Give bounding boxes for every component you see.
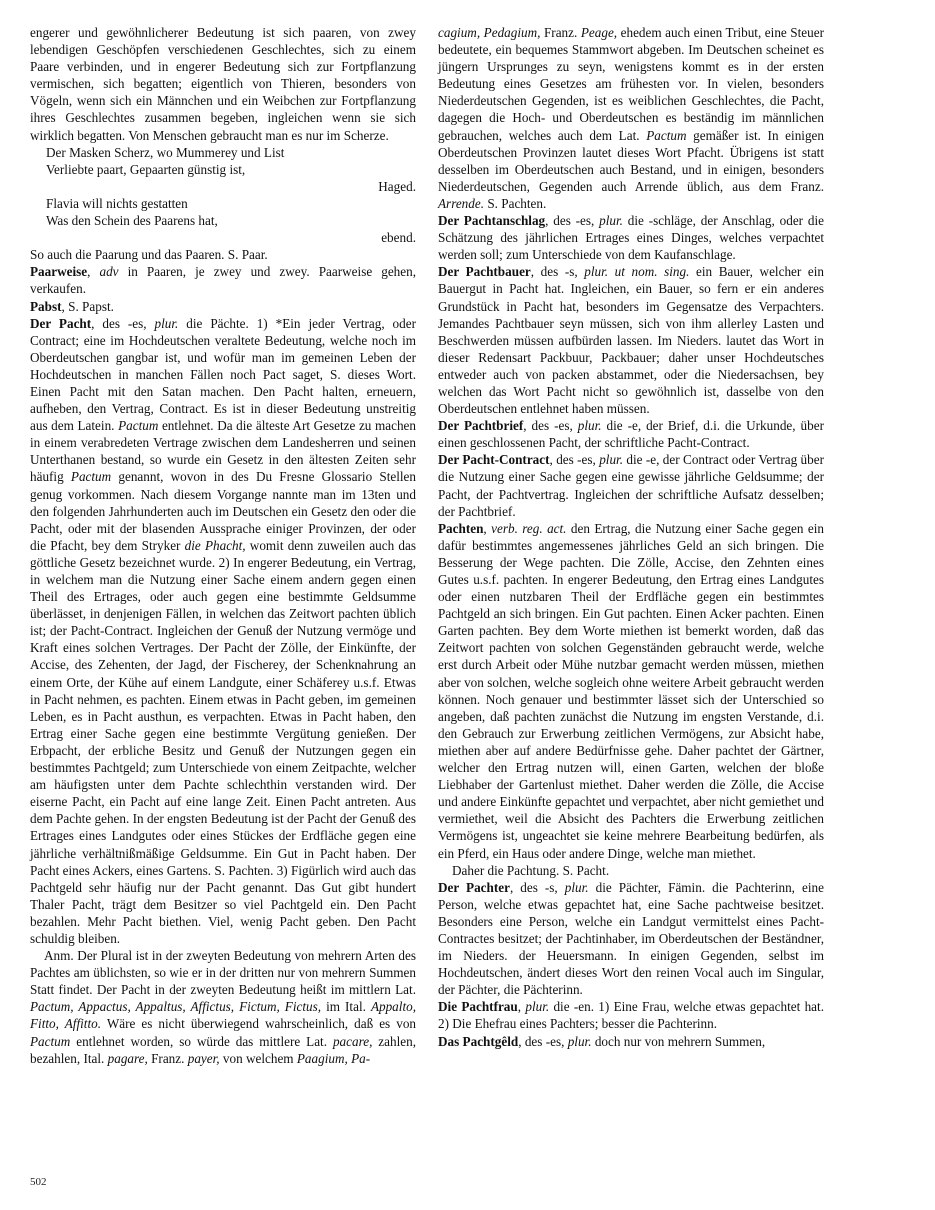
note-text: Franz. — [147, 1050, 188, 1066]
paaren-continuation: engerer und gewöhnlicherer Bedeutung ist sich paaren, von zwey lebendigen Geschöpfen verschiedenen Geschlechtes, sich zu einem Paare verbinden, und in engerer Bedeutung sich zur Fortpflanzung vermischen, sich begatten; eigentlich von Thieren, besonders von Vögeln, wenn sich ein Männchen und ein Weibchen zur Fortpflanzung ihres Geschlechtes zusammen begeben, ingleichen wenn sie sich wirklich begatten. Von Menschen gebraucht man es nur im Scherze. — [30, 25, 416, 143]
verse-source: ebend. — [381, 230, 416, 246]
quoted-term: die Phacht, — [184, 537, 246, 553]
headword: Das Pachtgêld — [438, 1033, 519, 1049]
definition: , des -es, — [91, 315, 155, 331]
entry-pachter — [438, 879, 824, 999]
right-column — [438, 24, 824, 1050]
entry-pabst — [30, 298, 416, 315]
note-text: Franz. — [540, 25, 581, 40]
left-column — [30, 24, 416, 1067]
note-text: gemäßer ist. In einigen Oberdeutschen Provinzen lautet dieses Wort Pfacht. Übrigens ist statt desselben im Oberdeutschen auch Bestand, und in einigen, besonders Niederdeutschen, Gegenden auch Arrende üblich, aus dem Franz. — [438, 127, 824, 194]
latin-term: Pactum — [30, 1033, 71, 1049]
verse-source: Haged. — [378, 178, 416, 194]
page-number: 502 — [30, 1176, 47, 1188]
note-text: von welchem — [219, 1050, 297, 1066]
note-text: entlehnet worden, so würde das mittlere Lat. — [70, 1033, 333, 1049]
entry-pachtfrau — [438, 998, 824, 1032]
grammar-label: plur. — [154, 315, 179, 331]
note-text: zahlen, bezahlen, Ital. — [30, 1033, 416, 1066]
grammar-label: plur. — [525, 999, 550, 1015]
verse-line: Verliebte paart, Gepaarten günstig ist, — [46, 161, 246, 177]
latin-term: pacare, — [332, 1033, 373, 1049]
grammar-label: plur. — [577, 418, 602, 434]
definition: die -en. 1) Eine Frau, welche etwas gepachtet hat. 2) Die Ehefrau eines Pachters; besser die Pachterinn. — [438, 999, 824, 1032]
latin-term: Pactum — [118, 418, 159, 434]
headword: Der Pachter — [438, 879, 510, 895]
grammar-label: plur. ut nom. sing. — [584, 264, 690, 280]
headword: Der Pachtbauer — [438, 264, 531, 280]
definition: , — [483, 520, 492, 536]
grammar-label: plur. — [599, 452, 624, 468]
grammar-label: verb. reg. act. — [491, 520, 567, 536]
note-text: Wäre es nicht überwiegend wahrscheinlich, daß es von — [101, 1016, 417, 1032]
note-text: ehedem auch einen Tribut, eine Steuer bedeutete, ein bequemes Stammwort abgeben. Im Deutschen scheinet es jüngern Ursprunges zu seyn, wenigstens kommt es in der ersten Bedeutung eines Gesetzes am frühesten vor. In vielen, besonders Niederdeutschen Gegenden, ist es weiblichen Geschlechtes, die Pacht, dagegen die Hoch- und Oberdeutschen es beständig im männlichen gebrauchen, welches auch dem Lat. — [438, 25, 825, 143]
french-term: payer, — [187, 1050, 220, 1066]
entry-pacht — [30, 315, 416, 947]
definition: genannt, wovon in des Du Fresne Glossario Stellen genug vorkommen. Nach diesem Vorgange nannte man im 13ten und den folgenden Jahrhunderten auch im Deutschen ein Gesetz den oder die Pacht, oder mit der blasenden Aussprache einiger Provinzen, der oder die Pfacht, bey dem Stryker — [30, 469, 416, 553]
latin-term: Paagium, Pa- — [296, 1050, 371, 1066]
latin-term: Pactum — [646, 127, 687, 143]
anmerkung-continuation — [438, 24, 824, 212]
definition: , S. Papst. — [61, 298, 114, 314]
definition: die Pächte. 1) *Ein jeder Vertrag, oder Contract; eine im Hochdeutschen veraltete Bedeutung, welche noch im Oberdeutschen gangbar ist, und wofür man im gemeinen Leben der Hochdeutschen in manchen Fällen noch Pact saget, S. dieses Wort. Einen Pacht mit den Satan machen. Den Pacht halten, erneuern, aufheben, den Vertrag, Contract. Es ist in dieser Bedeutung unstreitig aus dem Latein. — [30, 315, 416, 434]
headword: Pabst — [30, 298, 62, 314]
definition: die -schläge, der Anschlag, oder die Schätzung des jährlichen Ertrages eines Dinges, welches verpachtet werden soll; zum Unterschiede von dem Kaufanschlage. — [438, 213, 824, 263]
definition: doch nur von mehrern Summen, — [591, 1033, 766, 1049]
french-term: Peage, — [580, 25, 618, 40]
latin-term: Pactum, Appactus, Appaltus, Affictus, Fictum, Fictus, — [30, 999, 322, 1015]
definition: , des -es, — [523, 418, 578, 434]
headword: Paarweise — [30, 264, 88, 280]
verse-line: Flavia will nichts gestatten — [46, 195, 188, 211]
headword: Der Pacht — [30, 315, 92, 331]
grammar-label: plur. — [564, 879, 589, 895]
note-text: im Ital. — [321, 999, 371, 1015]
note-text: Anm. Der Plural ist in der zweyten Bedeutung von mehrern Arten des Pachtes am üblichsten, so wie er in der dritten nur von mehrern Summen Statt findet. Der Pacht in der zweyten Bedeutung heißt im mittlern Lat. — [30, 948, 416, 998]
entry-pachtanschlag — [438, 212, 824, 263]
entry-pachtbauer — [438, 263, 824, 417]
italian-term: pagare, — [107, 1050, 148, 1066]
definition: die Pächter, Fämin. die Pachterinn, eine Person, welche etwas gepachtet hat, eine Sache pachtweise besitzet. Besonders eine Person, welche ein Landgut vermittelst eines Pacht-Contractes besitzet; der Pachtinhaber, im Oberdeutschen der Beständner, im Nieders. der Heuersmann. In einigen Gegenden, selbst im Hochdeutschen, ändert dieses Wort den reinen Vocal auch im Singular, der Pächter, die Pächterinn. — [438, 879, 824, 998]
entry-pacht-contract — [438, 451, 824, 519]
definition: , des -s, — [530, 264, 585, 280]
entry-paarweise: Paarweise, adv in Paaren, je zwey und zwey. Paarweise gehen, verkaufen. — [30, 264, 417, 297]
latin-term: Pactum — [70, 469, 112, 485]
definition: ein Bauer, welcher ein Bauergut in Pacht hat. Ingleichen, ein Bauer, so fern er ein anderes Grundstück in Pacht hat, besonders im Gegensatze des Verpachters. Jemandes Pachtbauer seyn müssen, sich von ihm allerley Lasten und Beschwerden müssen aufbürden lassen. Im Nieders. lautet das Wort in dieser Redensart Packbuur, Packbauer; daher unser Hochdeutsches entweder auch von packen abstammet, oder die Niedersachsen, bey welchen das Wort Pacht nicht so gewöhnlich ist, dasselbe von den Oberdeutschen entlehnet haben müssen. — [438, 264, 824, 417]
headword: Die Pachtfrau — [438, 999, 518, 1015]
anmerkung — [30, 947, 416, 1067]
entry-pachtbrief — [438, 417, 824, 451]
definition: , des -s, — [509, 879, 565, 895]
headword: Pachten — [438, 520, 484, 536]
entry-pachtgeld — [438, 1033, 824, 1050]
grammar-label: plur. — [567, 1033, 592, 1049]
entry-pachten — [438, 520, 824, 862]
grammar-label: plur. — [599, 213, 623, 229]
pachtung-note: Daher die Pachtung. S. Pacht. — [452, 862, 610, 878]
note-text: S. Pachten. — [484, 195, 547, 211]
definition: , des -es, — [545, 213, 600, 229]
headword: Der Pachtanschlag — [438, 213, 546, 229]
definition: die -e, der Brief, d.i. die Urkunde, über einen geschlossenen Pacht, der schriftliche Pacht-Contract. — [438, 418, 824, 451]
latin-term: cagium, Pedagium, — [438, 25, 541, 40]
definition: womit denn zuweilen auch das göttliche Gesetz bezeichnet wurde. 2) In engerer Bedeutung, ein Vertrag, in welchem man die Nutzung einer Sache einem andern gegen einen Theil des Ertrages, oder auch gegen eine bestimmte Geldsumme überlässet, in denjenigen Fällen, in welchen das Zeitwort pachten üblich ist; der Pacht-Contract. Ingleichen der Genuß der Nutzung vermöge und Kraft eines solchen Vertrages. Der Pacht der Zölle, der Einkünfte, der Accise, des Zehenten, der Jagd, der Fischerey, der Schenknahrung an einem Orte, der Kühe auf einem Landgute, einer Schäferey u.s.f. Etwas in Pacht nehmen, es pachten. Einem etwas in Pacht geben, im gemeinen Leben, es in Pacht austhun, es verpachten. Etwas in Pacht haben, den Ertrag einer Sache gegen eine bestimmte Vergütung genießen. Der Erbpacht, der erbliche Besitz und Genuß der Nutzungen gegen ein bestimmtes Pachtgeld; zum Unterschiede von einem Zeitpachte, welcher am häufigsten unter dem Pachte schlechthin verstanden wird. Der eiserne Pacht, ein Pacht auf eine lange Zeit. Einen Pacht antreten. Aus dem Pachte gehen. In der engsten Bedeutung ist der Pacht der Genuß des Ertrages eines Landgutes oder eines Stückes der Erdfläche gegen eine jährliche verhältnißmäßige Geldsumme. Ein Gut in Pacht haben. Der Pacht eines Ackers, eines Gartens. S. Pachten. 3) Figürlich wird auch das Pachtgeld sehr häufig nur der Pacht genannt. Das Gut gibt hundert Thaler Pacht, trägt dem Besitzer so viel Pachtgeld ein. Den Pacht bezahlen. Mehr Pacht biethen. Viel, wenig Pacht geben. Den Pacht schuldig bleiben. — [30, 537, 416, 946]
definition: in Paaren, je zwey und zwey. Paarweise gehen, verkaufen. — [30, 264, 417, 297]
verse-line: Der Masken Scherz, wo Mummerey und List — [46, 144, 285, 160]
definition: , — [517, 999, 526, 1015]
definition: entlehnet. Da die älteste Art Gesetze zu machen in einem verabredeten Vertrage zwischen dem Landesherren und seinen Unterthanen bestand, so wurde ein Gesetz in den ältesten Zeiten sehr häufig — [30, 418, 416, 485]
paarung-note: So auch die Paarung und das Paaren. S. Paar. — [30, 247, 268, 263]
verse-line: Was den Schein des Paarens hat, — [46, 213, 218, 229]
french-term: Arrende. — [438, 195, 485, 211]
dictionary-page — [30, 24, 825, 1194]
definition: den Ertrag, die Nutzung einer Sache gegen ein dafür bestimmtes angemessenes jährliches Geld an sich bringen. Die Besserung der Wege pachten. Die Zölle, Accise, den Zehnten eines Gutes u.s.f. pachten. In engerer Bedeutung, den Ertrag eines Landgutes oder einen nutzbaren Theil der Erdfläche gegen ein bestimmtes Pachtgeld an sich bringen. Ein Gut pachten. Einen Acker pachten. Einen Garten pachten. Bey dem Worte miethen ist bemerkt worden, daß das Zeitwort pachten von solchen Gegenständen gebraucht werde, welche erst durch Arbeit oder Mühe nutzbar gemacht werden müssen, miethen aber von solchen, welche sogleich ohne weitere Arbeit gebraucht werden können. Noch genauer und bestimmter lässet sich der Unterschied so angeben, daß pachten zunächst die Nutzung im engsten Verstande, d.i. den Gebrauch zur Erwerbung zeitlichen Vermögens, zur Absicht habe, miethen aber auf andere Bedürfnisse gehe. Daher pachtet der Gärtner, welcher den Ertrag nutzen will, einen Garten, welchen der bloße Liebhaber der Gartenlust miethet. Daher werden die Zölle, die Accise und andere Einkünfte gepachtet und verpachtet, aber nicht gemiethet und vermiethet, weil die Absicht des Pachters die Erwerbung zeitlichen Vermögens ist, ungeachtet sie keine mehrere Bearbeitung bedürfen, als ein Pferd, ein Haus oder andere Dinge, welche man miethet. — [438, 520, 825, 861]
grammar-label: adv — [99, 264, 119, 280]
headword: Der Pacht-Contract — [438, 452, 550, 468]
italian-term: Appalto, Fitto, Affitto. — [30, 999, 416, 1032]
headword: Der Pachtbrief — [438, 418, 524, 434]
definition: die -e, der Contract oder Vertrag über die Nutzung einer Sache gegen eine gewisse jährliche Geldsumme; der Pacht, der Pachtvertrag. Ingleichen der schriftliche Aufsatz desselben; der Pachtbrief. — [438, 452, 824, 519]
definition: , des -es, — [518, 1033, 568, 1049]
definition: , des -es, — [549, 452, 600, 468]
